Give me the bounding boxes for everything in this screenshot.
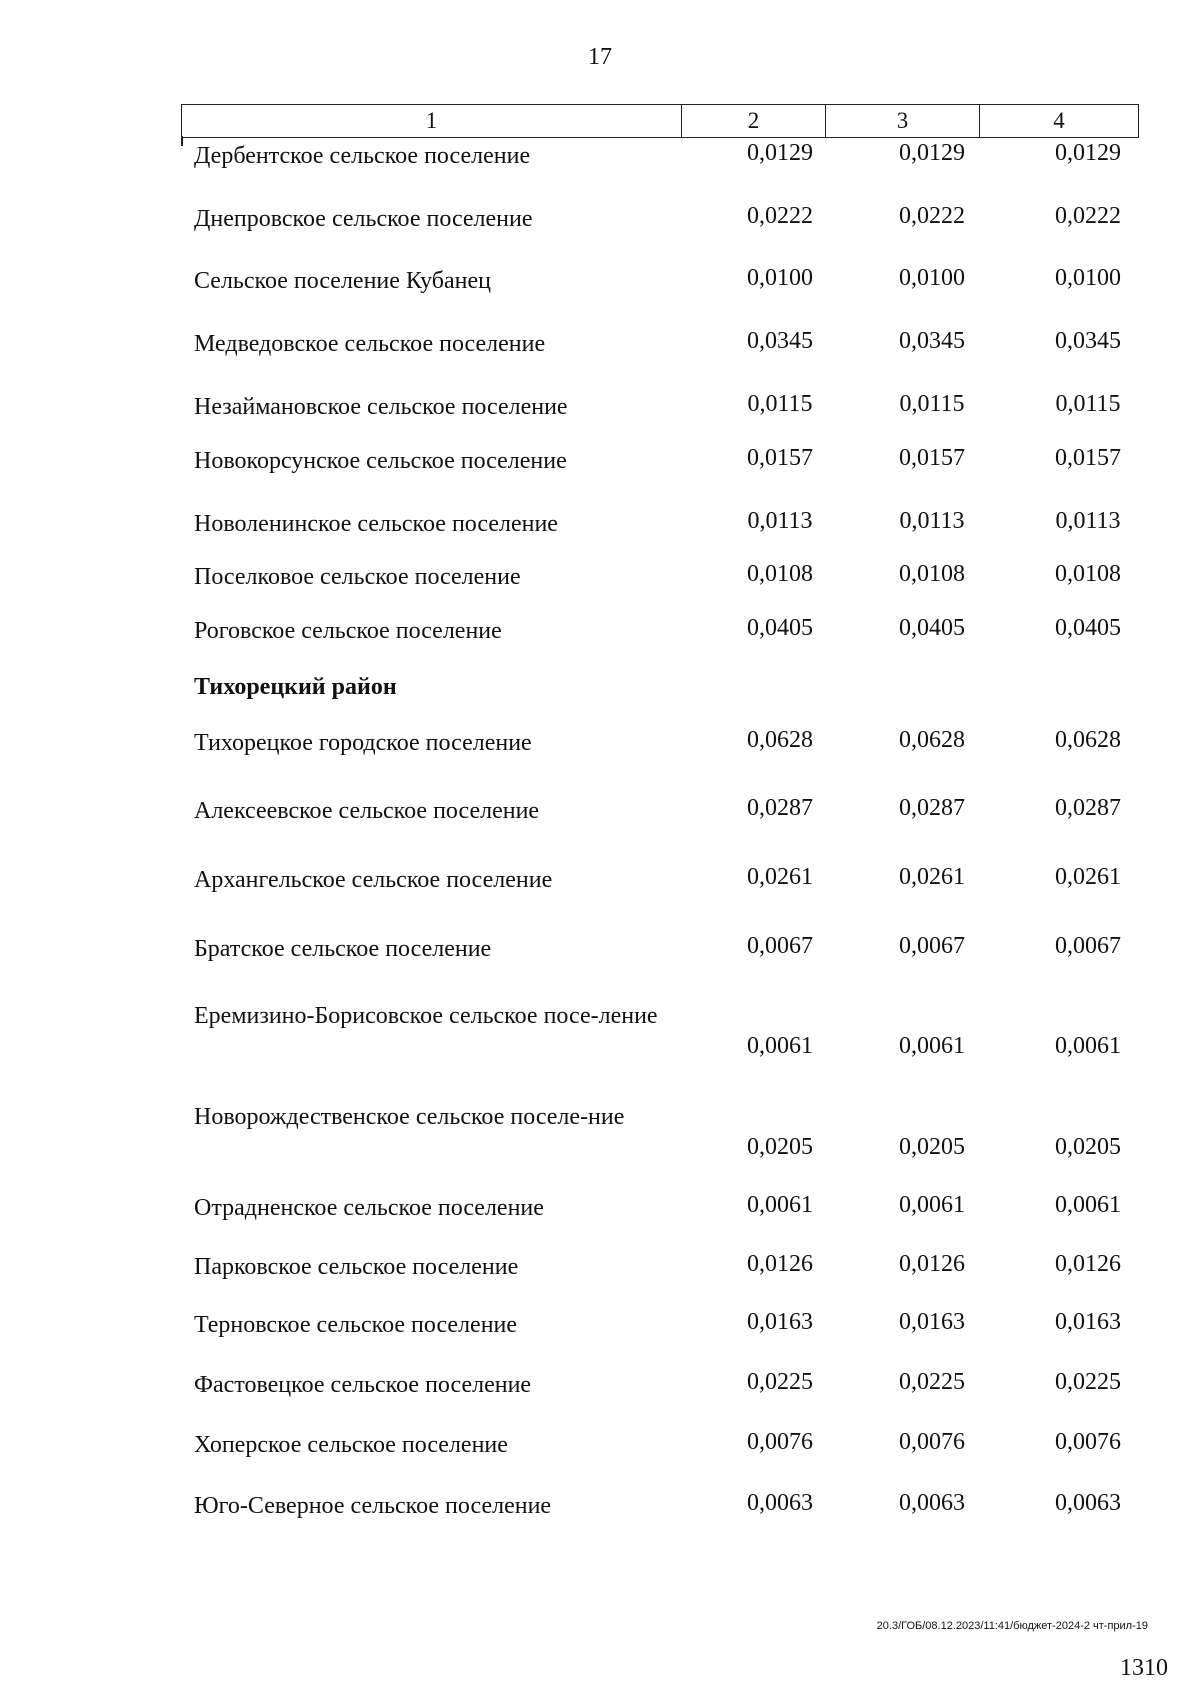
value-col-3: 0,0100 bbox=[899, 265, 965, 291]
value-col-3: 0,0628 bbox=[899, 727, 965, 753]
settlement-name: Юго-Северное сельское поселение bbox=[194, 1493, 552, 1519]
value-col-2: 0,0163 bbox=[747, 1309, 813, 1335]
value-col-2: 0,0225 bbox=[747, 1369, 813, 1395]
district-heading: Тихорецкий район bbox=[194, 674, 397, 700]
settlement-name: Днепровское сельское поселение bbox=[194, 206, 533, 232]
value-col-4: 0,0108 bbox=[1055, 561, 1121, 587]
value-col-2: 0,0126 bbox=[747, 1251, 813, 1277]
value-col-4: 0,0225 bbox=[1055, 1369, 1121, 1395]
value-col-3: 0,0345 bbox=[899, 328, 965, 354]
value-col-4: 0,0163 bbox=[1055, 1309, 1121, 1335]
value-col-4: 0,0222 bbox=[1055, 203, 1121, 229]
settlement-name: Дербентское сельское поселение bbox=[194, 143, 531, 169]
settlement-name: Фастовецкое сельское поселение bbox=[194, 1372, 532, 1398]
header-col-2: 2 bbox=[682, 105, 826, 137]
footer-document-code: 20.3/ГОБ/08.12.2023/11:41/бюджет-2024-2 чт-прил-19 bbox=[876, 1620, 1148, 1632]
value-col-2: 0,0063 bbox=[747, 1490, 813, 1516]
value-col-3: 0,0113 bbox=[899, 508, 965, 534]
value-col-2: 0,0628 bbox=[747, 727, 813, 753]
value-col-4: 0,0113 bbox=[1055, 508, 1121, 534]
value-col-2: 0,0222 bbox=[747, 203, 813, 229]
header-col-3: 3 bbox=[826, 105, 980, 137]
value-col-2: 0,0100 bbox=[747, 265, 813, 291]
value-col-2: 0,0261 bbox=[747, 864, 813, 890]
settlement-name: Поселковое сельское поселение bbox=[194, 564, 521, 590]
value-col-3: 0,0076 bbox=[899, 1429, 965, 1455]
value-col-3: 0,0157 bbox=[899, 445, 965, 471]
value-col-4: 0,0628 bbox=[1055, 727, 1121, 753]
value-col-3: 0,0067 bbox=[899, 933, 965, 959]
value-col-3: 0,0287 bbox=[899, 795, 965, 821]
settlement-name: Роговское сельское поселение bbox=[194, 618, 502, 644]
value-col-3: 0,0163 bbox=[899, 1309, 965, 1335]
settlement-name: Новокорсунское сельское поселение bbox=[194, 448, 567, 474]
value-col-4: 0,0100 bbox=[1055, 265, 1121, 291]
value-col-2: 0,0076 bbox=[747, 1429, 813, 1455]
value-col-4: 0,0061 bbox=[1055, 1033, 1121, 1059]
value-col-4: 0,0061 bbox=[1055, 1192, 1121, 1218]
settlement-name: Еремизино-Борисовское сельское посе-ление bbox=[194, 1003, 658, 1029]
header-col-1: 1 bbox=[182, 105, 682, 137]
header-col-4: 4 bbox=[1053, 108, 1065, 133]
value-col-2: 0,0113 bbox=[747, 508, 813, 534]
value-col-2: 0,0157 bbox=[747, 445, 813, 471]
table-header bbox=[181, 104, 1139, 138]
value-col-2: 0,0205 bbox=[747, 1134, 813, 1160]
value-col-2: 0,0061 bbox=[747, 1033, 813, 1059]
page-number: 17 bbox=[588, 44, 612, 70]
value-col-3: 0,0115 bbox=[899, 391, 965, 417]
settlement-name: Новорождественское сельское поселе-ние bbox=[194, 1104, 625, 1130]
footer-sheet-number: 1310 bbox=[1120, 1655, 1168, 1681]
value-col-4: 0,0067 bbox=[1055, 933, 1121, 959]
settlement-name: Архангельское сельское поселение bbox=[194, 867, 553, 893]
value-col-2: 0,0129 bbox=[747, 140, 813, 166]
settlement-name: Новоленинское сельское поселение bbox=[194, 511, 558, 537]
value-col-3: 0,0063 bbox=[899, 1490, 965, 1516]
value-col-2: 0,0287 bbox=[747, 795, 813, 821]
value-col-2: 0,0345 bbox=[747, 328, 813, 354]
value-col-3: 0,0129 bbox=[899, 140, 965, 166]
settlement-name: Тихорецкое городское поселение bbox=[194, 730, 532, 756]
value-col-3: 0,0126 bbox=[899, 1251, 965, 1277]
value-col-4: 0,0076 bbox=[1055, 1429, 1121, 1455]
value-col-2: 0,0108 bbox=[747, 561, 813, 587]
settlement-name: Медведовское сельское поселение bbox=[194, 331, 546, 357]
value-col-3: 0,0222 bbox=[899, 203, 965, 229]
settlement-name: Братское сельское поселение bbox=[194, 936, 492, 962]
settlement-name: Парковское сельское поселение bbox=[194, 1254, 519, 1280]
value-col-4: 0,0345 bbox=[1055, 328, 1121, 354]
value-col-3: 0,0108 bbox=[899, 561, 965, 587]
settlement-name: Сельское поселение Кубанец bbox=[194, 268, 492, 294]
value-col-3: 0,0061 bbox=[899, 1192, 965, 1218]
value-col-4: 0,0126 bbox=[1055, 1251, 1121, 1277]
settlement-name: Терновское сельское поселение bbox=[194, 1312, 518, 1338]
value-col-4: 0,0157 bbox=[1055, 445, 1121, 471]
value-col-2: 0,0405 bbox=[747, 615, 813, 641]
table-left-rule bbox=[181, 136, 183, 146]
value-col-3: 0,0405 bbox=[899, 615, 965, 641]
settlement-name: Алексеевское сельское поселение bbox=[194, 798, 540, 824]
value-col-4: 0,0129 bbox=[1055, 140, 1121, 166]
value-col-4: 0,0405 bbox=[1055, 615, 1121, 641]
value-col-4: 0,0205 bbox=[1055, 1134, 1121, 1160]
value-col-3: 0,0061 bbox=[899, 1033, 965, 1059]
value-col-3: 0,0225 bbox=[899, 1369, 965, 1395]
value-col-4: 0,0115 bbox=[1055, 391, 1121, 417]
value-col-4: 0,0261 bbox=[1055, 864, 1121, 890]
value-col-4: 0,0063 bbox=[1055, 1490, 1121, 1516]
value-col-2: 0,0061 bbox=[747, 1192, 813, 1218]
settlement-name: Отрадненское сельское поселение bbox=[194, 1195, 544, 1221]
value-col-2: 0,0067 bbox=[747, 933, 813, 959]
value-col-2: 0,0115 bbox=[747, 391, 813, 417]
settlement-name: Незаймановское сельское поселение bbox=[194, 394, 568, 420]
value-col-4: 0,0287 bbox=[1055, 795, 1121, 821]
settlement-name: Хоперское сельское поселение bbox=[194, 1432, 508, 1458]
value-col-3: 0,0261 bbox=[899, 864, 965, 890]
value-col-3: 0,0205 bbox=[899, 1134, 965, 1160]
